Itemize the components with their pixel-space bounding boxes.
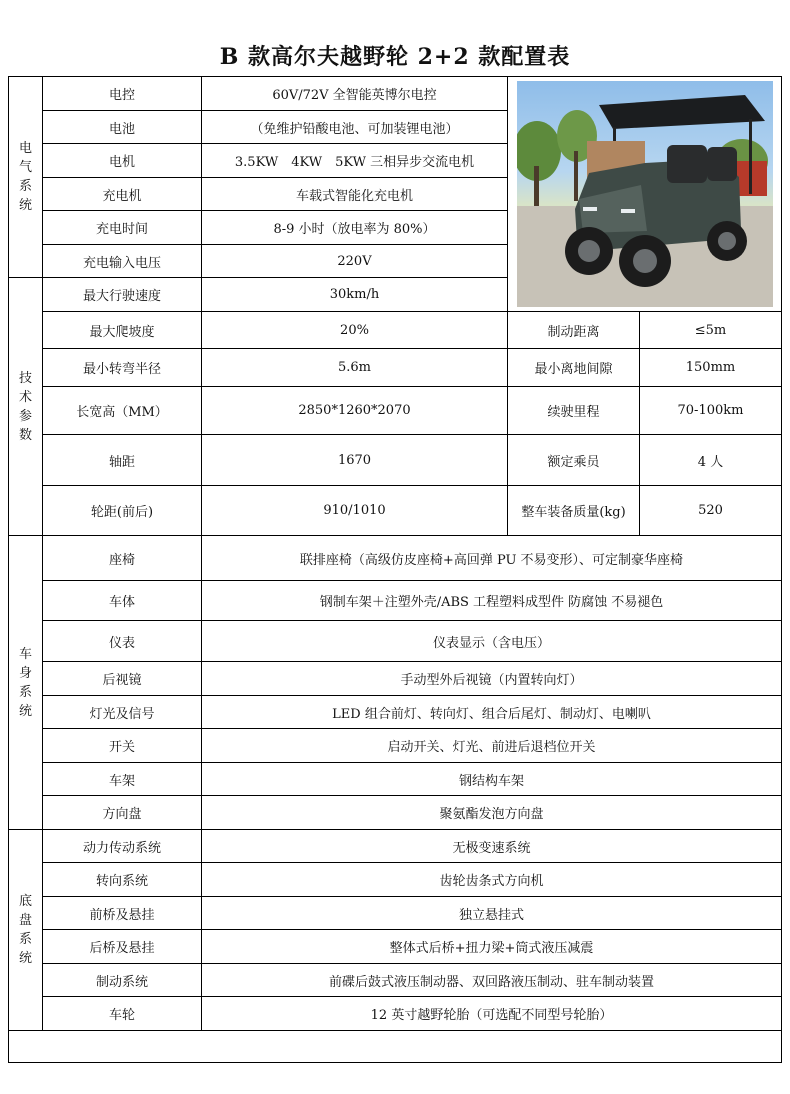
row-value: ≤5m <box>640 312 782 349</box>
row-value: 20% <box>202 312 508 349</box>
row-label: 轮距(前后) <box>43 486 202 536</box>
table-row <box>9 435 782 486</box>
row-label: 电池 <box>43 111 202 144</box>
row-value: 车载式智能化充电机 <box>202 178 508 211</box>
golf-cart-image <box>517 81 773 307</box>
row-value: 70-100km <box>640 387 782 435</box>
row-value: 150mm <box>640 349 782 387</box>
row-value: 30km/h <box>202 278 508 312</box>
row-label: 方向盘 <box>43 796 202 830</box>
row-value: 520 <box>640 486 782 536</box>
section-label-body <box>9 536 43 830</box>
table-row <box>9 536 782 581</box>
blank-row <box>9 1031 782 1063</box>
table-row <box>9 897 782 930</box>
row-label: 充电时间 <box>43 211 202 245</box>
row-label: 整车装备质量(kg) <box>508 486 640 536</box>
row-value: 2850*1260*2070 <box>202 387 508 435</box>
section-label-chassis <box>9 830 43 1031</box>
row-label: 最大行驶速度 <box>43 278 202 312</box>
row-value: 钢结构车架 <box>202 763 782 796</box>
page-title: B 款高尔夫越野轮 2+2 款配置表 <box>219 44 571 70</box>
table-row <box>9 964 782 997</box>
row-value: 齿轮齿条式方向机 <box>202 863 782 897</box>
blank-cell <box>9 1031 782 1063</box>
row-label: 后视镜 <box>43 662 202 696</box>
row-value: 整体式后桥+扭力梁+筒式液压减震 <box>202 930 782 964</box>
row-value: 手动型外后视镜（内置转向灯） <box>202 662 782 696</box>
row-label: 座椅 <box>43 536 202 581</box>
table-row <box>9 729 782 763</box>
section-text: 技术参数 <box>19 370 33 443</box>
table-row <box>9 387 782 435</box>
row-label: 转向系统 <box>43 863 202 897</box>
row-value: 聚氨酯发泡方向盘 <box>202 796 782 830</box>
row-value: LED 组合前灯、转向灯、组合后尾灯、制动灯、电喇叭 <box>202 696 782 729</box>
row-value: 12 英寸越野轮胎（可选配不同型号轮胎） <box>202 997 782 1031</box>
table-row <box>9 997 782 1031</box>
row-label: 充电输入电压 <box>43 245 202 278</box>
table-row <box>9 863 782 897</box>
row-label: 最大爬坡度 <box>43 312 202 349</box>
row-label: 车体 <box>43 581 202 621</box>
section-label-technical <box>9 278 43 536</box>
row-value: 220V <box>202 245 508 278</box>
row-label: 前桥及悬挂 <box>43 897 202 930</box>
row-value: 独立悬挂式 <box>202 897 782 930</box>
row-value: 3.5KW 4KW 5KW 三相异步交流电机 <box>202 144 508 178</box>
row-label: 轴距 <box>43 435 202 486</box>
row-label: 充电机 <box>43 178 202 211</box>
row-label: 额定乘员 <box>508 435 640 486</box>
section-text: 车身系统 <box>19 646 33 719</box>
row-value: 4 人 <box>640 435 782 486</box>
section-text: 电气系统 <box>19 141 33 213</box>
row-value: 钢制车架＋注塑外壳/ABS 工程塑料成型件 防腐蚀 不易褪色 <box>202 581 782 621</box>
spec-table <box>8 76 782 1063</box>
row-label: 制动系统 <box>43 964 202 997</box>
row-label: 电控 <box>43 77 202 111</box>
table-row <box>9 581 782 621</box>
row-value: 前碟后鼓式液压制动器、双回路液压制动、驻车制动装置 <box>202 964 782 997</box>
row-label: 仪表 <box>43 621 202 662</box>
table-row <box>9 696 782 729</box>
row-value: （免维护铅酸电池、可加装锂电池） <box>202 111 508 144</box>
table-row <box>9 312 782 349</box>
table-row <box>9 930 782 964</box>
table-row <box>9 796 782 830</box>
row-label: 灯光及信号 <box>43 696 202 729</box>
section-label-electrical <box>9 77 43 278</box>
table-row <box>9 77 782 111</box>
table-row <box>9 349 782 387</box>
row-value: 60V/72V 全智能英博尔电控 <box>202 77 508 111</box>
row-value: 910/1010 <box>202 486 508 536</box>
row-value: 1670 <box>202 435 508 486</box>
table-row <box>9 763 782 796</box>
row-label: 最小离地间隙 <box>508 349 640 387</box>
row-label: 车架 <box>43 763 202 796</box>
row-label: 制动距离 <box>508 312 640 349</box>
table-row <box>9 830 782 863</box>
row-label: 长宽高（MM） <box>43 387 202 435</box>
table-row <box>9 486 782 536</box>
row-label: 车轮 <box>43 997 202 1031</box>
table-row <box>9 621 782 662</box>
row-label: 开关 <box>43 729 202 763</box>
vehicle-photo-cell <box>508 77 782 312</box>
row-label: 动力传动系统 <box>43 830 202 863</box>
row-value: 5.6m <box>202 349 508 387</box>
vehicle-photo <box>517 81 773 307</box>
section-text: 底盘系统 <box>19 894 33 966</box>
row-value: 8-9 小时（放电率为 80%） <box>202 211 508 245</box>
row-value: 启动开关、灯光、前进后退档位开关 <box>202 729 782 763</box>
row-value: 仪表显示（含电压） <box>202 621 782 662</box>
row-label: 后桥及悬挂 <box>43 930 202 964</box>
table-row <box>9 662 782 696</box>
row-label: 续驶里程 <box>508 387 640 435</box>
row-label: 电机 <box>43 144 202 178</box>
row-value: 联排座椅（高级仿皮座椅+高回弹 PU 不易变形）、可定制豪华座椅 <box>202 536 782 581</box>
row-value: 无极变速系统 <box>202 830 782 863</box>
row-label: 最小转弯半径 <box>43 349 202 387</box>
